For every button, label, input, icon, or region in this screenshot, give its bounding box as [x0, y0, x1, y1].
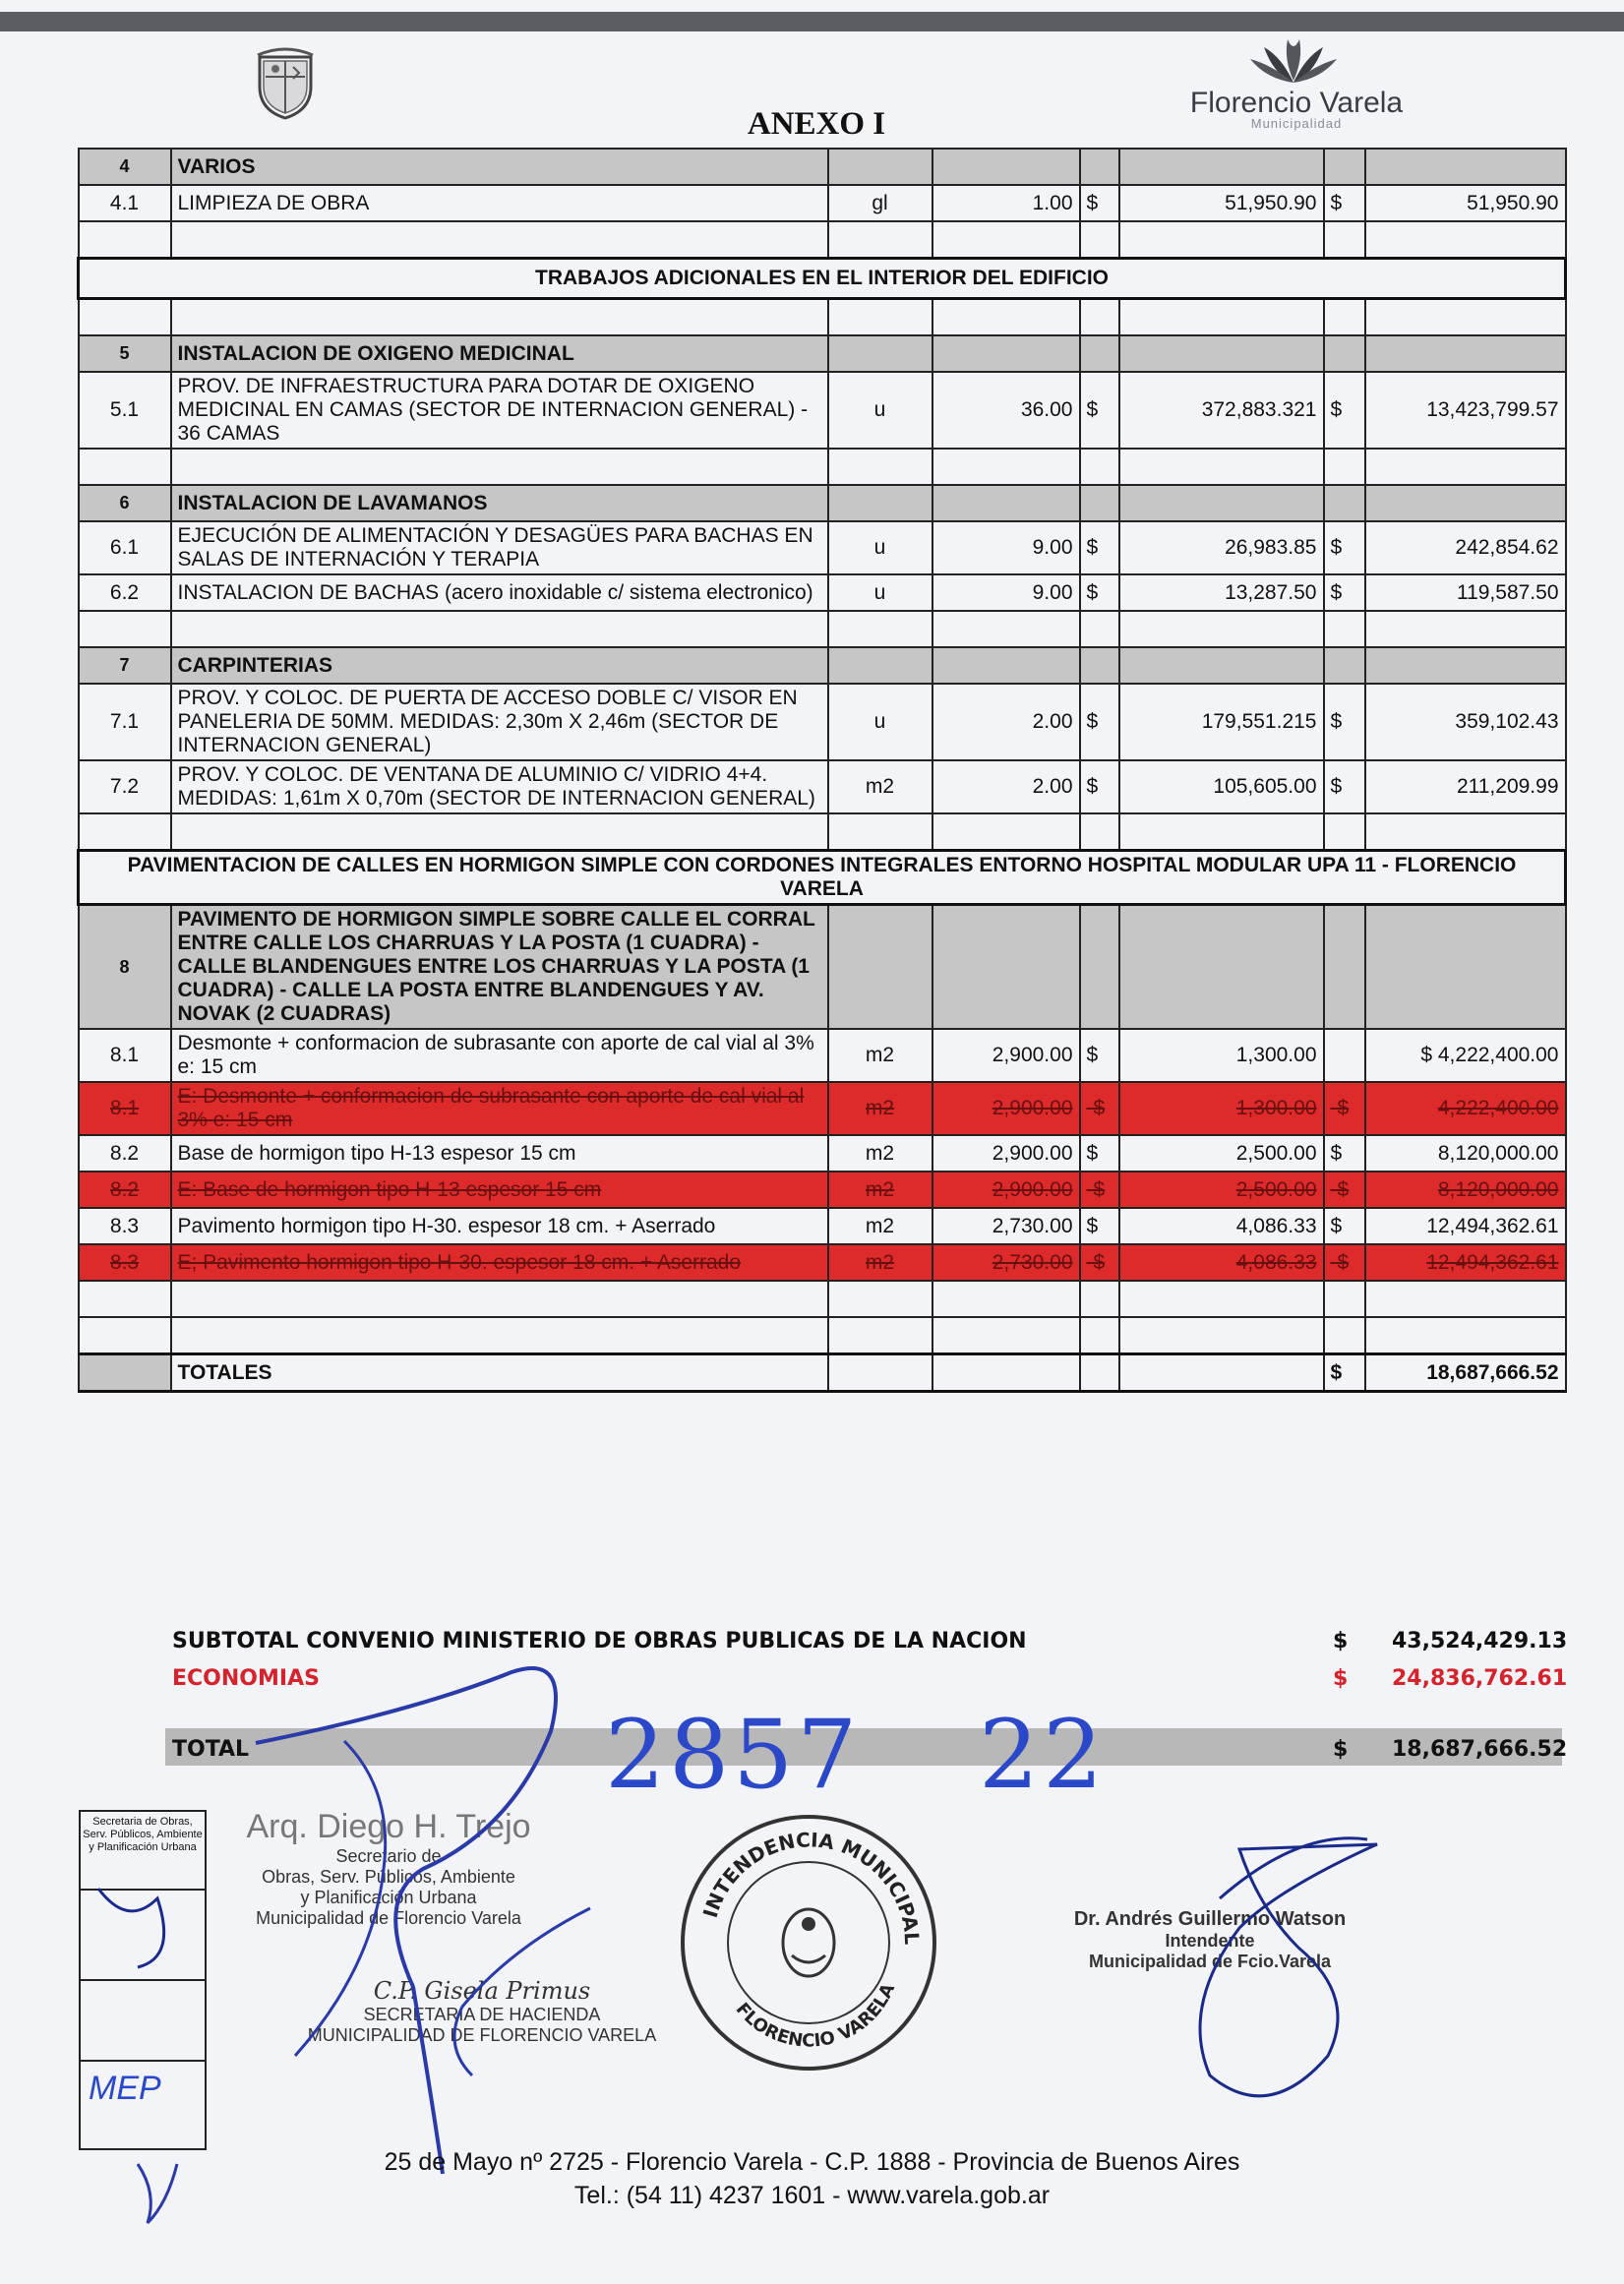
blank-row	[79, 1281, 1566, 1317]
unit-price	[1119, 149, 1324, 185]
unit-price: 4,086.33	[1119, 1244, 1324, 1281]
item-description: E; Pavimento hormigon tipo H-30. espesor 18 cm. + Aserrado	[171, 1244, 828, 1281]
subtotal-currency: $	[1333, 1629, 1349, 1653]
unit-price-currency: $	[1080, 1208, 1119, 1244]
empty-cell	[79, 449, 171, 485]
total-currency: $	[1324, 185, 1365, 221]
table-row	[79, 760, 1566, 813]
item-total: 12,494,362.61	[1365, 1208, 1566, 1244]
empty-cell	[1080, 449, 1119, 485]
total-currency	[1324, 485, 1365, 521]
empty-cell	[1080, 1317, 1119, 1354]
item-quantity: 9.00	[932, 521, 1080, 574]
item-number: 4.1	[79, 185, 171, 221]
item-number: 7	[79, 647, 171, 684]
empty-cell	[79, 813, 171, 851]
empty-cell	[1365, 449, 1566, 485]
cp-stamp	[295, 1977, 669, 2046]
item-description: PAVIMENTO DE HORMIGON SIMPLE SOBRE CALLE EL CORRAL ENTRE CALLE LOS CHARRUAS Y LA POSTA (1 CUADRA) - CALLE BLANDENGUES ENTRE LOS CHARRUAS Y LA POSTA (1 CUADRA) - CALLE LA POSTA ENTRE BLANDENGUES Y AV. NOVAK (2 CUADRAS)	[171, 905, 828, 1030]
item-quantity: 2,900.00	[932, 1082, 1080, 1135]
item-total	[1365, 647, 1566, 684]
empty-cell	[932, 299, 1080, 336]
item-number: 8.3	[79, 1208, 171, 1244]
item-unit: u	[828, 372, 932, 449]
item-description: Base de hormigon tipo H-13 espesor 15 cm	[171, 1135, 828, 1172]
item-quantity: 2,730.00	[932, 1244, 1080, 1281]
initials-box-cell-2	[81, 1981, 205, 2062]
item-total: 359,102.43	[1365, 684, 1566, 760]
total-currency	[1324, 647, 1365, 684]
round-seal-bottom-text: FLORENCIO VARELA	[731, 1980, 900, 2052]
unit-price: 372,883.321	[1119, 372, 1324, 449]
unit-price	[1119, 905, 1324, 1030]
blank-row	[79, 221, 1566, 259]
item-total: $ 4,222,400.00	[1365, 1029, 1566, 1082]
empty-cell	[1080, 813, 1119, 851]
empty-cell	[171, 221, 828, 259]
florencio-varela-logo-icon	[1244, 35, 1343, 85]
total-currency: $	[1324, 574, 1365, 611]
table-row	[79, 1135, 1566, 1172]
item-description: INSTALACION DE LAVAMANOS	[171, 485, 828, 521]
item-number: 8.2	[79, 1135, 171, 1172]
empty-cell	[171, 449, 828, 485]
item-quantity: 2,900.00	[932, 1029, 1080, 1082]
item-total: 4,222,400.00	[1365, 1082, 1566, 1135]
empty-cell	[1080, 1281, 1119, 1317]
unit-price-currency	[1080, 905, 1119, 1030]
empty-cell	[171, 1281, 828, 1317]
item-number: 6.2	[79, 574, 171, 611]
empty-cell	[1365, 299, 1566, 336]
group-header-row	[79, 149, 1566, 185]
item-description: INSTALACION DE BACHAS (acero inoxidable c/ sistema electronico)	[171, 574, 828, 611]
empty-cell	[1080, 1354, 1119, 1392]
item-unit: m2	[828, 1208, 932, 1244]
unit-price: 105,605.00	[1119, 760, 1324, 813]
empty-cell	[171, 1317, 828, 1354]
item-quantity: 2,730.00	[932, 1208, 1080, 1244]
item-total	[1365, 905, 1566, 1030]
empty-cell	[1324, 1317, 1365, 1354]
empty-cell	[79, 1354, 171, 1392]
empty-cell	[828, 1281, 932, 1317]
deduction-row	[79, 1172, 1566, 1208]
section-row	[79, 851, 1566, 905]
group-header-row	[79, 905, 1566, 1030]
top-bar	[0, 12, 1624, 31]
arq-stamp	[221, 1808, 556, 1929]
item-unit: u	[828, 574, 932, 611]
subtotal-amount: 43,524,429.13	[1392, 1629, 1568, 1653]
item-unit: u	[828, 684, 932, 760]
total-currency: $	[1324, 1208, 1365, 1244]
page-title: ANEXO I	[747, 106, 886, 142]
total-currency: $	[1333, 1737, 1349, 1762]
empty-cell	[828, 813, 932, 851]
item-total: 13,423,799.57	[1365, 372, 1566, 449]
empty-cell	[79, 611, 171, 647]
item-number: 8	[79, 905, 171, 1030]
unit-price-currency: $	[1080, 1135, 1119, 1172]
item-unit	[828, 485, 932, 521]
dr-line-2: Municipalidad de Fcio.Varela	[1088, 1952, 1332, 1971]
item-quantity	[932, 905, 1080, 1030]
unit-price: 13,287.50	[1119, 574, 1324, 611]
item-unit	[828, 149, 932, 185]
item-total	[1365, 149, 1566, 185]
item-description: PROV. Y COLOC. DE VENTANA DE ALUMINIO C/ VIDRIO 4+4. MEDIDAS: 1,61m X 0,70m (SECTOR DE INTERNACION GENERAL)	[171, 760, 828, 813]
empty-cell	[1324, 449, 1365, 485]
empty-cell	[1119, 221, 1324, 259]
empty-cell	[1365, 813, 1566, 851]
item-unit	[828, 335, 932, 372]
item-total: 12,494,362.61	[1365, 1244, 1566, 1281]
empty-cell	[1324, 611, 1365, 647]
unit-price: 2,500.00	[1119, 1172, 1324, 1208]
empty-cell	[828, 1354, 932, 1392]
group-header-row	[79, 485, 1566, 521]
empty-cell	[1080, 611, 1119, 647]
table-row	[79, 1208, 1566, 1244]
arq-line-3: y Planificación Urbana	[300, 1888, 477, 1907]
table-row	[79, 521, 1566, 574]
item-unit	[828, 905, 932, 1030]
totals-currency: $	[1324, 1354, 1365, 1392]
item-quantity: 9.00	[932, 574, 1080, 611]
item-quantity	[932, 485, 1080, 521]
total-amount: 18,687,666.52	[1392, 1737, 1568, 1762]
unit-price: 51,950.90	[1119, 185, 1324, 221]
item-description: Desmonte + conformacion de subrasante con aporte de cal vial al 3% e: 15 cm	[171, 1029, 828, 1082]
total-currency: $	[1324, 372, 1365, 449]
empty-cell	[1119, 1354, 1324, 1392]
footer-address: 25 de Mayo nº 2725 - Florencio Varela - C.P. 1888 - Provincia de Buenos Aires	[384, 2148, 1240, 2176]
section-title: TRABAJOS ADICIONALES EN EL INTERIOR DEL EDIFICIO	[79, 259, 1566, 299]
item-number: 8.1	[79, 1029, 171, 1082]
empty-cell	[1365, 611, 1566, 647]
empty-cell	[171, 611, 828, 647]
arq-line-2: Obras, Serv. Públicos, Ambiente	[262, 1867, 515, 1887]
blank-row	[79, 813, 1566, 851]
empty-cell	[932, 611, 1080, 647]
empty-cell	[79, 1281, 171, 1317]
unit-price: 1,300.00	[1119, 1082, 1324, 1135]
totals-label: TOTALES	[171, 1354, 828, 1392]
item-number: 5	[79, 335, 171, 372]
unit-price-currency	[1080, 647, 1119, 684]
empty-cell	[171, 299, 828, 336]
unit-price	[1119, 335, 1324, 372]
deduction-row	[79, 1082, 1566, 1135]
item-total: 51,950.90	[1365, 185, 1566, 221]
item-total: 8,120,000.00	[1365, 1172, 1566, 1208]
item-description: E: Base de hormigon tipo H-13 espesor 15 cm	[171, 1172, 828, 1208]
item-description: E: Desmonte + conformacion de subrasante con aporte de cal vial al 3% e: 15 cm	[171, 1082, 828, 1135]
unit-price-currency: -$	[1080, 1244, 1119, 1281]
item-total: 119,587.50	[1365, 574, 1566, 611]
empty-cell	[1324, 221, 1365, 259]
economias-currency: $	[1333, 1666, 1349, 1691]
empty-cell	[932, 221, 1080, 259]
empty-cell	[171, 813, 828, 851]
table-row	[79, 185, 1566, 221]
total-currency: $	[1324, 684, 1365, 760]
unit-price-currency: $	[1080, 521, 1119, 574]
item-number: 4	[79, 149, 171, 185]
item-quantity: 2,900.00	[932, 1172, 1080, 1208]
item-number: 5.1	[79, 372, 171, 449]
unit-price: 4,086.33	[1119, 1208, 1324, 1244]
item-number: 7.2	[79, 760, 171, 813]
item-total: 8,120,000.00	[1365, 1135, 1566, 1172]
arq-line-1: Secretario de	[335, 1846, 442, 1866]
unit-price: 26,983.85	[1119, 521, 1324, 574]
stamp-number-a: 2857	[605, 1700, 862, 1810]
total-bar	[165, 1728, 1568, 1766]
item-unit: u	[828, 521, 932, 574]
empty-cell	[79, 1317, 171, 1354]
blank-row	[79, 449, 1566, 485]
empty-cell	[1119, 449, 1324, 485]
municipal-crest-icon	[254, 47, 317, 120]
item-total	[1365, 485, 1566, 521]
empty-cell	[932, 1354, 1080, 1392]
item-number: 8.3	[79, 1244, 171, 1281]
empty-cell	[1080, 221, 1119, 259]
unit-price-currency: $	[1080, 372, 1119, 449]
empty-cell	[1119, 813, 1324, 851]
arq-line-4: Municipalidad de Florencio Varela	[256, 1908, 521, 1928]
item-unit: m2	[828, 1172, 932, 1208]
item-number: 7.1	[79, 684, 171, 760]
table-row	[79, 1029, 1566, 1082]
item-unit: m2	[828, 1244, 932, 1281]
empty-cell	[1080, 299, 1119, 336]
item-unit: m2	[828, 1029, 932, 1082]
item-description: PROV. DE INFRAESTRUCTURA PARA DOTAR DE OXIGENO MEDICINAL EN CAMAS (SECTOR DE INTERNACION GENERAL) - 36 CAMAS	[171, 372, 828, 449]
unit-price-currency: $	[1080, 185, 1119, 221]
item-total: 211,209.99	[1365, 760, 1566, 813]
item-quantity: 2,900.00	[932, 1135, 1080, 1172]
unit-price: 179,551.215	[1119, 684, 1324, 760]
totals-row	[79, 1354, 1566, 1392]
empty-cell	[1365, 221, 1566, 259]
empty-cell	[932, 1317, 1080, 1354]
section-title: PAVIMENTACION DE CALLES EN HORMIGON SIMPLE CON CORDONES INTEGRALES ENTORNO HOSPITAL MODULAR UPA 11 - FLORENCIO VARELA	[79, 851, 1566, 905]
empty-cell	[828, 299, 932, 336]
item-description: VARIOS	[171, 149, 828, 185]
empty-cell	[1365, 1281, 1566, 1317]
total-currency	[1324, 149, 1365, 185]
empty-cell	[1324, 299, 1365, 336]
empty-cell	[828, 611, 932, 647]
cp-line-2: MUNICIPALIDAD DE FLORENCIO VARELA	[307, 2025, 657, 2045]
item-unit: m2	[828, 760, 932, 813]
dr-name: Dr. Andrés Guillermo Watson	[1073, 1908, 1347, 1930]
deduction-row	[79, 1244, 1566, 1281]
item-description: Pavimento hormigon tipo H-30. espesor 18 cm. + Aserrado	[171, 1208, 828, 1244]
item-quantity: 2.00	[932, 684, 1080, 760]
unit-price-currency	[1080, 335, 1119, 372]
item-description: EJECUCIÓN DE ALIMENTACIÓN Y DESAGÜES PARA BACHAS EN SALAS DE INTERNACIÓN Y TERAPIA	[171, 521, 828, 574]
item-unit: m2	[828, 1135, 932, 1172]
item-unit	[828, 647, 932, 684]
total-currency: $	[1324, 1135, 1365, 1172]
item-number: 8.2	[79, 1172, 171, 1208]
total-currency: $	[1324, 760, 1365, 813]
empty-cell	[79, 299, 171, 336]
item-description: LIMPIEZA DE OBRA	[171, 185, 828, 221]
unit-price: 2,500.00	[1119, 1135, 1324, 1172]
empty-cell	[932, 1281, 1080, 1317]
unit-price-currency	[1080, 485, 1119, 521]
item-number: 6.1	[79, 521, 171, 574]
economias-amount: 24,836,762.61	[1392, 1666, 1568, 1691]
unit-price-currency	[1080, 149, 1119, 185]
empty-cell	[1324, 813, 1365, 851]
unit-price-currency: $	[1080, 1029, 1119, 1082]
section-row	[79, 259, 1566, 299]
item-quantity	[932, 149, 1080, 185]
item-description: INSTALACION DE OXIGENO MEDICINAL	[171, 335, 828, 372]
empty-cell	[828, 449, 932, 485]
empty-cell	[932, 813, 1080, 851]
item-number: 6	[79, 485, 171, 521]
unit-price-currency: $	[1080, 684, 1119, 760]
economias-label: ECONOMIAS	[172, 1666, 320, 1691]
item-total	[1365, 335, 1566, 372]
initials-box-header: Secretaria de Obras, Serv. Públicos, Ambiente y Planificación Urbana	[81, 1812, 205, 1891]
unit-price	[1119, 647, 1324, 684]
empty-cell	[1119, 1317, 1324, 1354]
blank-row	[79, 611, 1566, 647]
blank-row	[79, 299, 1566, 336]
item-description: CARPINTERIAS	[171, 647, 828, 684]
empty-cell	[1119, 299, 1324, 336]
initials-box-cell-1	[81, 1891, 205, 1981]
blank-row	[79, 1317, 1566, 1354]
total-label: TOTAL	[172, 1737, 250, 1762]
initials-handwritten: MEP	[89, 2070, 161, 2107]
brand-subtitle: Municipalidad	[1250, 116, 1343, 131]
item-number: 8.1	[79, 1082, 171, 1135]
item-description: PROV. Y COLOC. DE PUERTA DE ACCESO DOBLE C/ VISOR EN PANELERIA DE 50MM. MEDIDAS: 2,30m X 2,46m (SECTOR DE INTERNACION GENERAL)	[171, 684, 828, 760]
initials-box	[79, 1810, 207, 2150]
arq-name: Arq. Diego H. Trejo	[246, 1808, 531, 1845]
group-header-row	[79, 335, 1566, 372]
unit-price-currency: -$	[1080, 1172, 1119, 1208]
item-quantity: 36.00	[932, 372, 1080, 449]
budget-table	[77, 148, 1567, 1393]
totals-amount: 18,687,666.52	[1365, 1354, 1566, 1392]
group-header-row	[79, 647, 1566, 684]
item-unit: m2	[828, 1082, 932, 1135]
cp-line-1: SECRETARIA DE HACIENDA	[363, 2005, 601, 2024]
empty-cell	[1365, 1317, 1566, 1354]
round-seal-top-text: INTENDENCIA MUNICIPAL	[697, 1828, 925, 1946]
unit-price-currency: $	[1080, 574, 1119, 611]
total-currency: -$	[1324, 1172, 1365, 1208]
total-currency	[1324, 905, 1365, 1030]
empty-cell	[828, 221, 932, 259]
subtotal-label: SUBTOTAL CONVENIO MINISTERIO DE OBRAS PUBLICAS DE LA NACION	[172, 1629, 1027, 1653]
brand-name: Florencio Varela	[1189, 87, 1404, 119]
unit-price-currency: $	[1080, 760, 1119, 813]
item-quantity: 1.00	[932, 185, 1080, 221]
cp-name: C.P. Gisela Primus	[373, 1977, 591, 2005]
table-row	[79, 372, 1566, 449]
unit-price	[1119, 485, 1324, 521]
empty-cell	[1119, 611, 1324, 647]
item-total: 242,854.62	[1365, 521, 1566, 574]
unit-price-currency: -$	[1080, 1082, 1119, 1135]
table-row	[79, 574, 1566, 611]
unit-price: 1,300.00	[1119, 1029, 1324, 1082]
total-currency: -$	[1324, 1082, 1365, 1135]
footer-contact: Tel.: (54 11) 4237 1601 - www.varela.gob.ar	[573, 2182, 1051, 2209]
dr-stamp	[1033, 1908, 1387, 1972]
municipal-round-seal-icon	[674, 1808, 944, 2078]
empty-cell	[1324, 1281, 1365, 1317]
total-currency: $	[1324, 521, 1365, 574]
item-quantity: 2.00	[932, 760, 1080, 813]
total-currency	[1324, 335, 1365, 372]
empty-cell	[79, 221, 171, 259]
table-row	[79, 684, 1566, 760]
total-currency	[1324, 1029, 1365, 1082]
stamp-number-b: 22	[979, 1700, 1108, 1810]
item-quantity	[932, 335, 1080, 372]
empty-cell	[828, 1317, 932, 1354]
total-currency: -$	[1324, 1244, 1365, 1281]
dr-line-1: Intendente	[1165, 1931, 1255, 1951]
empty-cell	[1119, 1281, 1324, 1317]
item-quantity	[932, 647, 1080, 684]
empty-cell	[932, 449, 1080, 485]
item-unit: gl	[828, 185, 932, 221]
